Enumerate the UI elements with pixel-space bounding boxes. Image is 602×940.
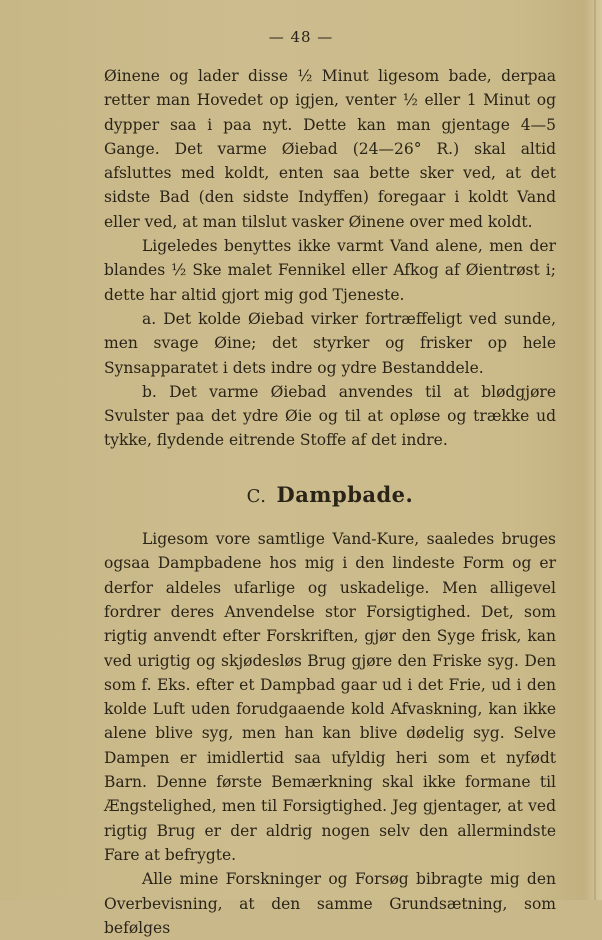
section-title: Dampbade.	[276, 481, 414, 507]
paragraph-warm-water: Ligeledes benyttes ikke varmt Vand alene, men der blandes ½ Ske malet Fennikel eller Afkog af Øientrøst i; dette har altid gjort mig god Tjeneste.	[104, 237, 556, 304]
paragraph-research: Alle mine Forskninger og Forsøg bibragte mig den Overbevisning, at den samme Grundsætning, som befølges	[104, 870, 556, 937]
paragraph-cold-eye-bath: a. Det kolde Øiebad virker fortræffeligt ved sunde, men svage Øine; det styrker og frisker op hele Synsapparatet i dets indre og ydre Bestanddele.	[104, 309, 556, 377]
section-letter: C.	[246, 485, 267, 507]
paragraph-warm-eye-bath: b. Det varme Øiebad anvendes til at blødgjøre Svulster paa det ydre Øie og til at opløse og trække ud tykke, flydende eitrende Stoffe af det indre.	[104, 382, 556, 450]
page-edge	[594, 0, 596, 900]
page-number: — 48 —	[268, 28, 334, 46]
paragraph-eye-bath-continued: Øinene og lader disse ½ Minut ligesom bade, derpaa retter man Hovedet op igjen, venter ½ eller 1 Minut og dypper saa i paa nyt. Dette kan man gjentage 4—5 Gange. Det varme Øiebad (24—26° R.) skal altid afsluttes med koldt, enten saa bette sker ved, at det sidste Bad (den sidste Indyffen) foregaar i koldt Vand eller ved, at man tilslut vasker Øinene over med koldt.	[104, 67, 556, 231]
paragraph-steam-baths: Ligesom vore samtlige Vand-Kure, saaledes bruges ogsaa Dampbadene hos mig i den lindeste Form og er derfor aldeles ufarlige og uskadelige. Men alligevel fordrer deres Anvendelse stor Forsigtighed. Det, som rigtig anvendt efter Forskriften, gjør den Syge frisk, kan ved urigtig og skjødesløs Brug gjøre den Friske syg. Den som f. Eks. efter et Dampbad gaar ud i det Frie, ud i den kolde Luft uden forudgaaende kold Afvaskning, kan ikke alene blive syg, men han kan blive dødelig syg. Selve Dampen er imidlertid saa ufyldig heri som et nyfødt Barn. Denne første Bemærkning skal ikke formane til Ængstelighed, men til Forsigtighed. Jeg gjentager, at ved rigtig Brug er der aldrig nogen selv den allermindste Fare at befrygte.	[104, 530, 556, 864]
section-heading	[104, 483, 556, 509]
body-text	[104, 64, 556, 940]
